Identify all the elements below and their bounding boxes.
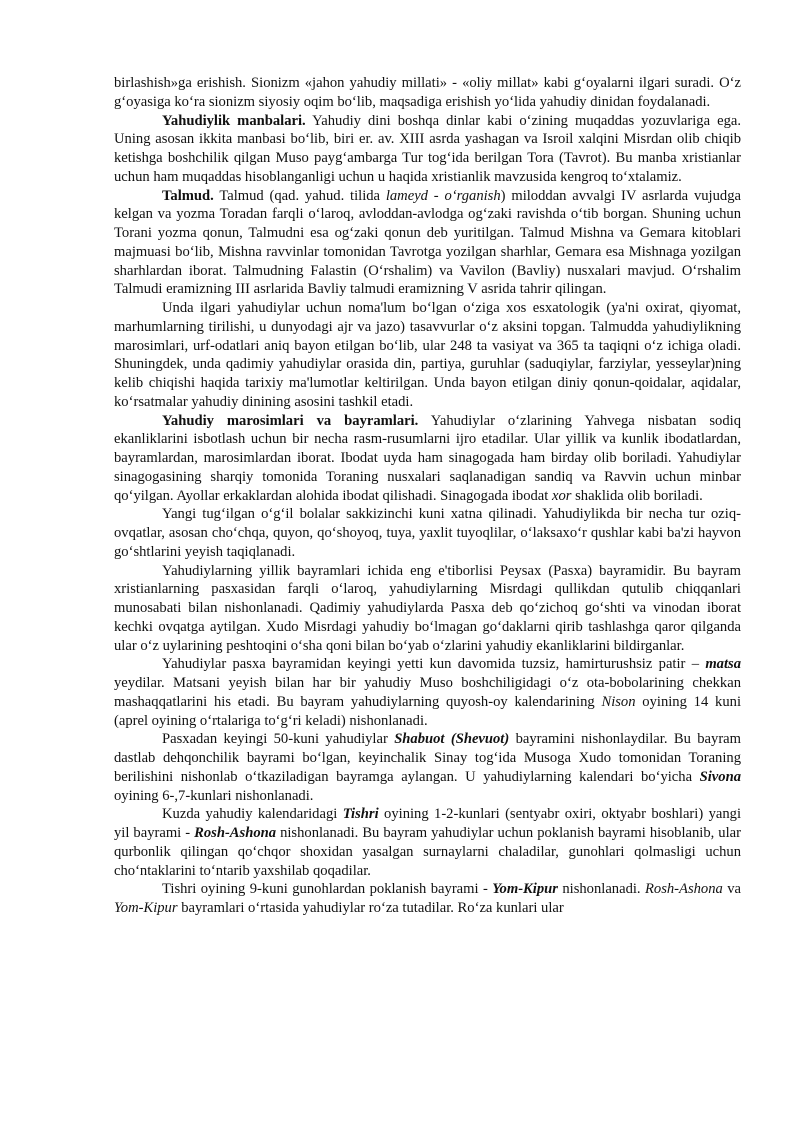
section-heading-talmud: Talmud. (162, 187, 214, 204)
paragraph-rosh-ashona: Kuzda yahudiy kalendaridagi Tishri oyining 1-2-kunlari (sentyabr oxiri, oktyabr boshlari) yangi yil bayrami - Rosh-Ashona nishonlanadi. Bu bayram yahudiylar uchun poklanish bayrami hisoblanib, ular qurbonlik qilingan qo‘chqor shoxidan yasalgan surnaylarni chaladilar, gunohlari qolmasligi uchun cho‘ntaklarini to‘ntarib yaxshilab qoqadilar. (114, 806, 742, 879)
document-page (114, 74, 741, 918)
section-heading-manbalari: Yahudiylik manbalari. (162, 112, 306, 129)
term-rosh-ashona: Rosh-Ashona (194, 825, 277, 841)
paragraph-sionizm: birlashish»ga erishish. Sionizm «jahon yahudiy millati» - «oliy millat» kabi g‘oyalarni ilgari suradi. O‘z g‘oyasiga ko‘ra sionizm siyosiy oqim bo‘lib, maqsadiga erishish yo‘lida yahudiy dinidan foydalanadi. (114, 75, 741, 110)
paragraph-peysax: Yahudiylarning yillik bayramlari ichida eng e'tiborlisi Peysax (Pasxa) bayramidir. Bu bayram xristianlarning pasxasidan farqli o‘laroq, yahudiylarning Misrdagi qullikdan qutulib chiqqanlari munosabati bilan nishonlanadi. Qadimiy yahudiylarda Pasxa deb qo‘zichoq go‘shti va vinodan iborat kechki ovqatga aytilgan. Xudo Misrdagi yahudiy bo‘lmagan go‘daklarni qirib tashlashga qaror qilganda ular o‘z uylarining peshtoqini o‘sha qoni bilan bo‘yab o‘zlarini yahudiy ekanliklarini bildirganlar. (114, 562, 741, 654)
paragraph-talmud: Talmud. Talmud (qad. yahud. tilida lameyd - o‘rganish) miloddan avvalgi IV asrlarda vujudga kelgan va yozma Toradan farqli o‘laroq, avloddan-avlodga og‘zaki ravishda o‘tib borgan. Shuning uchun Torani yozma qonun, Talmudni esa og‘zaki qonun deb yuritilgan. Talmud Mishna va Gemara kitoblari majmuasi bo‘lib, Mishna ravvinlar tomonidan Tavrotga yozilgan sharhlar, Gemara esa Mishnaga yozilgan sharhlardan iborat. Talmudning Falastin (O‘rshalim) va Vavilon (Bavliy) nusxalari mavjud. O‘rshalim Talmudi eramizning III asrlarida Bavliy talmudi eramizning V asrida tahrir qilingan. (114, 187, 741, 298)
term-shabuot: Shabuot (Shevuot) (394, 731, 510, 748)
paragraph-xatna: Yangi tug‘ilgan o‘g‘il bolalar sakkizinchi kuni xatna qilinadi. Yahudiylikda bir necha tur oziq-ovqatlar, asosan cho‘chqa, quyon, qo‘shoyoq, tuya, yaxlit tuyoqlilar, o‘laksaxo‘r qushlar kabi ba'zi hayvon go‘shtlarini yeyish taqiqlanadi. (114, 506, 741, 560)
paragraph-marosimlar: Yahudiy marosimlari va bayramlari. Yahudiylar o‘zlarining Yahvega nisbatan sodiq ekanliklarini isbotlash uchun bir necha rasm-rusumlarni ijro etadilar. Ular yillik va kunlik ibodatlardan, bayramlardan, marosimlardan iborat. Ibodat uyda ham sinagogada ham birday olib boriladi. Yahudiylar sinagogasining sharqiy tomonida Toraning nusxalari saqlanadigan sandiq va Ravvin uchun minbar qo‘yilgan. Ayollar erkaklardan alohida ibodat qilishadi. Sinagogada ibodat xor shaklida olib boriladi. (114, 412, 741, 504)
paragraph-esxatologik: Unda ilgari yahudiylar uchun noma'lum bo‘lgan o‘ziga xos esxatologik (ya'ni oxirat, qiyomat, marhumlarning tirilishi, u dunyodagi ajr va jazo) tasavvurlar o‘z aksini topgan. Talmudda yahudiylikning marosimlari, urf-odatlari aniq bayon etilgan bo‘lib, ular 248 ta vasiyat va 365 ta taqiqni o‘z ichiga oladi. Shuningdek, unda qadimiy yahudiylar orasida din, partiya, guruhlar (saduqiylar, farziylar, yesseylar)ning kelib chiqishi haqida tarixiy ma'lumotlar keltirilgan. Unda bayon etilgan diniy qonun-qoidalar, aqidalar, ko‘rsatmalar yahudiy dinining asosini tashkil etadi. (114, 300, 741, 410)
term-matsa: matsa (705, 656, 741, 673)
paragraph-manbalari: Yahudiylik manbalari. Yahudiy dini boshqa dinlar kabi o‘zining muqaddas yozuvlariga ega. Uning asosan ikkita manbasi bo‘lib, biri er. av. XIII asrda yashagan va Isroil xalqini Misrdan olib chiqib ketishga boshchilik qilgan Muso payg‘ambarga Tur tog‘ida berilgan Tora (Tavrot). Bu manba xristianlar uchun ham muqaddas hisoblanganligi uchun u haqida xristianlik mavzusida kengroq to‘xtalamiz. (114, 112, 741, 185)
section-heading-marosimlar: Yahudiy marosimlari va bayramlari. (162, 412, 419, 429)
paragraph-yom-kipur: Tishri oyining 9-kuni gunohlardan poklanish bayrami - Yom-Kipur nishonlanadi. Rosh-Ashona va Yom-Kipur bayramlari o‘rtasida yahudiylar ro‘za tutadilar. Ro‘za kunlari ular (114, 881, 742, 916)
term-yom-kipur: Yom-Kipur (492, 881, 558, 898)
term-tishri: Tishri (342, 806, 379, 823)
paragraph-matsa: Yahudiylar pasxa bayramidan keyingi yetti kun davomida tuzsiz, hamirturushsiz patir – matsa yeydilar. Matsani yeyish bilan har bir yahudiy Muso boshchiligidagi o‘z ota-bobolarining chekkan mashaqqatlarini his etadi. Bu bayram yahudiylarning quyosh-oy kalendarining Nison oyining 14 kuni (aprel oyining o‘rtalariga to‘g‘ri keladi) nishonlanadi. (114, 656, 741, 729)
paragraph-shabuot: Pasxadan keyingi 50-kuni yahudiylar Shabuot (Shevuot) bayramini nishonlaydilar. Bu bayram dastlab dehqonchilik bayrami bo‘lgan, keyinchalik Sinay tog‘ida Musoga Xudo tomonidan Toraning berilishini nishonlab o‘tkaziladigan bayramga aylangan. U yahudiylarning kalendari bo‘yicha Sivona oyining 6-,7-kunlari nishonlanadi. (114, 731, 742, 804)
term-sivona: Sivona (699, 768, 741, 785)
